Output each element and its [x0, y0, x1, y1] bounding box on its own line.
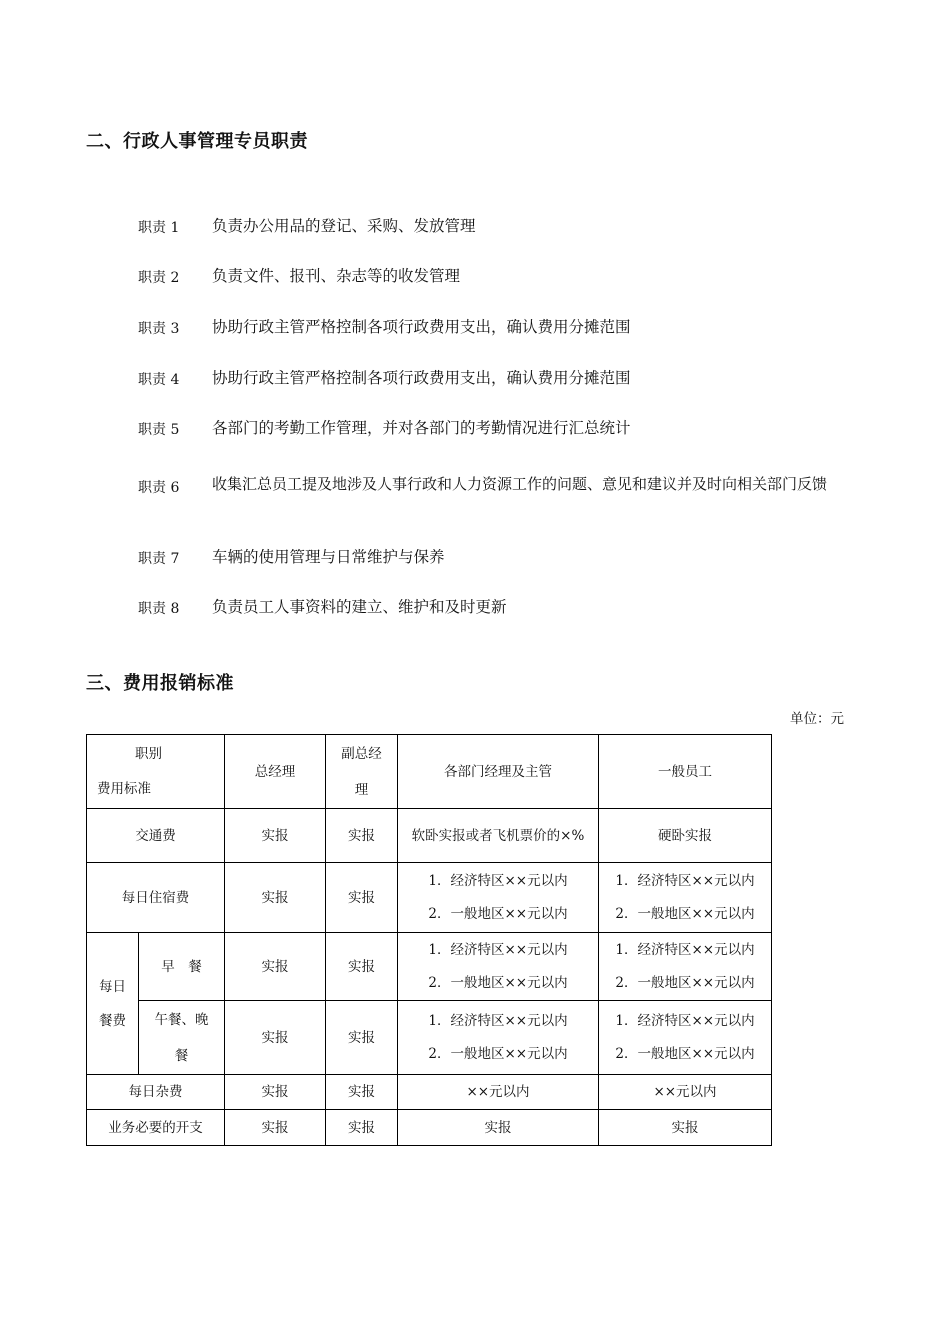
- lunch-manager: [398, 1001, 599, 1075]
- table-row-lodging: [87, 863, 772, 933]
- duty-label-5: 职责 5: [138, 422, 180, 438]
- misc-gm: 实报: [225, 1075, 326, 1110]
- lodging-label: 每日住宿费: [87, 863, 225, 933]
- duty-text-4: 协助行政主管严格控制各项行政费用支出，确认费用分摊范围: [212, 369, 631, 387]
- meals-group-label: [87, 933, 139, 1075]
- duty-label-7: 职责 7: [138, 551, 180, 567]
- duty-label-6: 职责 6: [138, 480, 180, 496]
- corner-top-label: 职别: [135, 745, 162, 762]
- lunch-manager-line2: 2．一般地区××元以内: [428, 1045, 568, 1062]
- breakfast-manager: [398, 933, 599, 1001]
- unit-label: 单位：元: [790, 711, 844, 727]
- section3-title: 三、费用报销标准: [86, 673, 234, 694]
- lodging-gm: 实报: [225, 863, 326, 933]
- col-header-vgm-line2: 理: [354, 781, 369, 798]
- meals-group-label-line2: 餐费: [99, 1012, 126, 1029]
- business-staff: 实报: [599, 1110, 772, 1146]
- duty-label-4: 职责 4: [138, 372, 180, 388]
- meals-group-label-line1: 每日: [99, 978, 126, 995]
- breakfast-vgm: 实报: [326, 933, 398, 1001]
- table-row-transport: [87, 809, 772, 863]
- breakfast-staff-line1: 1．经济特区××元以内: [615, 941, 755, 958]
- business-gm: 实报: [225, 1110, 326, 1146]
- breakfast-staff: [599, 933, 772, 1001]
- corner-bottom-label: 费用标准: [97, 780, 151, 797]
- transport-gm: 实报: [225, 809, 326, 863]
- business-vgm: 实报: [326, 1110, 398, 1146]
- misc-label: 每日杂费: [87, 1075, 225, 1110]
- lodging-vgm: 实报: [326, 863, 398, 933]
- lunch-dinner-label: [139, 1001, 225, 1075]
- lodging-staff: [599, 863, 772, 933]
- duty-label-2: 职责 2: [138, 270, 180, 286]
- table-row-misc: [87, 1075, 772, 1110]
- duty-text-3: 协助行政主管严格控制各项行政费用支出，确认费用分摊范围: [212, 318, 631, 336]
- transport-label: 交通费: [87, 809, 225, 863]
- lunch-dinner-label-line2: 餐: [174, 1047, 189, 1064]
- transport-vgm: 实报: [326, 809, 398, 863]
- lodging-staff-line2: 2．一般地区××元以内: [615, 905, 755, 922]
- lunch-staff-line1: 1．经济特区××元以内: [615, 1012, 755, 1029]
- misc-staff: ××元以内: [599, 1075, 772, 1110]
- breakfast-label: 早 餐: [139, 933, 225, 1001]
- duty-text-5: 各部门的考勤工作管理，并对各部门的考勤情况进行汇总统计: [212, 419, 631, 437]
- business-manager: 实报: [398, 1110, 599, 1146]
- col-header-vgm-line1: 副总经: [341, 745, 382, 762]
- corner-header-cell: [87, 735, 225, 809]
- duty-label-8: 职责 8: [138, 601, 180, 617]
- col-header-vgm: [326, 735, 398, 809]
- lunch-gm: 实报: [225, 1001, 326, 1075]
- table-row-business: [87, 1110, 772, 1146]
- lunch-dinner-label-line1: 午餐、晚: [154, 1011, 209, 1028]
- section2-title: 二、行政人事管理专员职责: [86, 131, 308, 152]
- duty-text-7: 车辆的使用管理与日常维护与保养: [212, 548, 445, 566]
- table-row-lunch-dinner: [87, 1001, 772, 1075]
- lunch-staff: [599, 1001, 772, 1075]
- lodging-manager-line2: 2．一般地区××元以内: [428, 905, 568, 922]
- transport-manager: 软卧实报或者飞机票价的×%: [398, 809, 599, 863]
- breakfast-staff-line2: 2．一般地区××元以内: [615, 974, 755, 991]
- lodging-manager: [398, 863, 599, 933]
- col-header-manager: 各部门经理及主管: [398, 735, 599, 809]
- lunch-vgm: 实报: [326, 1001, 398, 1075]
- col-header-staff: 一般员工: [599, 735, 772, 809]
- misc-manager: ××元以内: [398, 1075, 599, 1110]
- breakfast-manager-line1: 1．经济特区××元以内: [428, 941, 568, 958]
- duty-label-1: 职责 1: [138, 220, 180, 236]
- breakfast-gm: 实报: [225, 933, 326, 1001]
- duty-text-1: 负责办公用品的登记、采购、发放管理: [212, 217, 476, 235]
- table-row-breakfast: [87, 933, 772, 1001]
- col-header-gm: 总经理: [225, 735, 326, 809]
- expense-standard-table: [86, 734, 772, 1146]
- lodging-staff-line1: 1．经济特区××元以内: [615, 872, 755, 889]
- table-header-row: [87, 735, 772, 809]
- lodging-manager-line1: 1．经济特区××元以内: [428, 872, 568, 889]
- breakfast-manager-line2: 2．一般地区××元以内: [428, 974, 568, 991]
- misc-vgm: 实报: [326, 1075, 398, 1110]
- duty-text-2: 负责文件、报刊、杂志等的收发管理: [212, 267, 461, 285]
- lunch-staff-line2: 2．一般地区××元以内: [615, 1045, 755, 1062]
- duty-text-8: 负责员工人事资料的建立、维护和及时更新: [212, 598, 507, 616]
- business-label: 业务必要的开支: [87, 1110, 225, 1146]
- lunch-manager-line1: 1．经济特区××元以内: [428, 1012, 568, 1029]
- duty-label-3: 职责 3: [138, 321, 180, 337]
- transport-staff: 硬卧实报: [599, 809, 772, 863]
- duty-text-6: 收集汇总员工提及地涉及人事行政和人力资源工作的问题、意见和建议并及时向相关部门反馈: [212, 475, 828, 493]
